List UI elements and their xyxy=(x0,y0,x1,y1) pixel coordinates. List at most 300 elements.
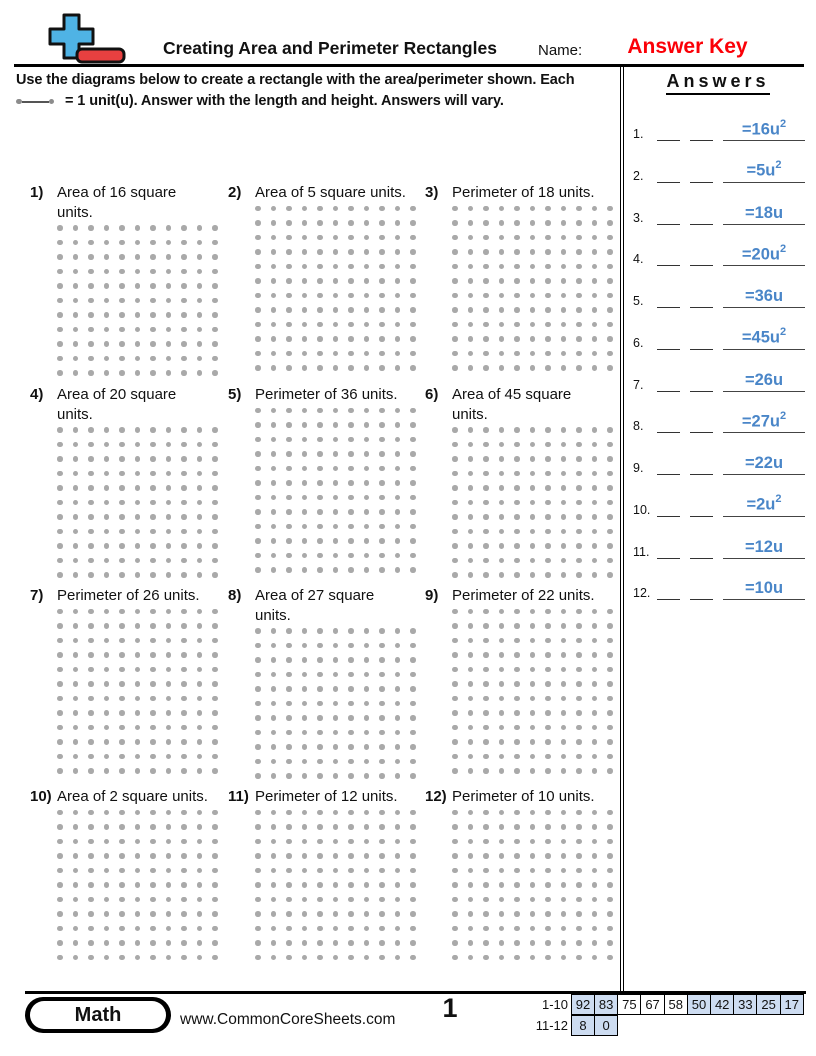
dot xyxy=(119,667,125,673)
problem-label: Area of 27 square units. xyxy=(255,587,375,624)
dot xyxy=(104,456,110,462)
dot xyxy=(348,759,354,765)
dot xyxy=(452,264,458,270)
answer-blank-height xyxy=(690,264,713,266)
dot xyxy=(364,730,370,736)
dot xyxy=(73,897,79,903)
dot xyxy=(364,839,370,845)
dot xyxy=(333,628,339,634)
dot xyxy=(104,341,110,347)
dot xyxy=(468,623,474,629)
dot xyxy=(607,667,613,673)
dot xyxy=(530,667,536,673)
dot xyxy=(348,657,354,663)
dot xyxy=(576,710,582,716)
dot xyxy=(255,422,261,428)
dot xyxy=(57,609,63,615)
dot xyxy=(483,926,489,932)
dot xyxy=(530,768,536,774)
dot xyxy=(483,249,489,255)
dot xyxy=(468,558,474,564)
dot xyxy=(286,567,292,573)
dot xyxy=(576,955,582,961)
dot xyxy=(166,427,172,433)
dot xyxy=(395,701,401,707)
dot xyxy=(333,926,339,932)
dot xyxy=(499,365,505,371)
dot xyxy=(499,739,505,745)
dot xyxy=(73,926,79,932)
dot xyxy=(150,500,156,506)
dot xyxy=(333,351,339,357)
dot xyxy=(57,356,63,362)
dot xyxy=(271,307,277,313)
dot xyxy=(286,744,292,750)
dot xyxy=(607,427,613,433)
dot xyxy=(592,206,598,212)
dot xyxy=(197,370,203,376)
dot xyxy=(545,351,551,357)
dot xyxy=(255,955,261,961)
dot xyxy=(150,839,156,845)
dot xyxy=(119,710,125,716)
dot xyxy=(73,638,79,644)
dot xyxy=(302,220,308,226)
dot xyxy=(286,657,292,663)
dot xyxy=(483,456,489,462)
dot xyxy=(57,696,63,702)
dot xyxy=(104,514,110,520)
dot xyxy=(255,643,261,649)
dot xyxy=(364,926,370,932)
dot xyxy=(561,365,567,371)
dot xyxy=(197,225,203,231)
dot xyxy=(348,730,354,736)
dot xyxy=(286,810,292,816)
name-label: Name: xyxy=(538,42,583,59)
dot xyxy=(286,206,292,212)
dot xyxy=(499,322,505,328)
dot xyxy=(181,696,187,702)
dot xyxy=(379,422,385,428)
dot xyxy=(379,672,385,678)
dot xyxy=(514,955,520,961)
dot xyxy=(545,500,551,506)
dot xyxy=(135,370,141,376)
dot xyxy=(395,567,401,573)
score-cell: 8 xyxy=(571,1015,596,1036)
dot xyxy=(592,955,598,961)
dot xyxy=(150,725,156,731)
dot xyxy=(379,882,385,888)
dot xyxy=(88,283,94,289)
dot xyxy=(545,652,551,658)
dot xyxy=(286,686,292,692)
dot xyxy=(379,538,385,544)
answer-blank-height xyxy=(690,557,713,559)
dot xyxy=(119,638,125,644)
dot xyxy=(514,638,520,644)
dot xyxy=(499,638,505,644)
dot xyxy=(483,955,489,961)
dot xyxy=(514,206,520,212)
dot xyxy=(317,853,323,859)
dot xyxy=(255,249,261,255)
dot xyxy=(119,609,125,615)
dot xyxy=(395,715,401,721)
dot xyxy=(271,278,277,284)
dot xyxy=(452,206,458,212)
dot xyxy=(499,558,505,564)
dot xyxy=(545,768,551,774)
dot xyxy=(483,739,489,745)
dot xyxy=(468,456,474,462)
answer-number: 11. xyxy=(633,544,650,559)
dot xyxy=(88,623,94,629)
dot xyxy=(255,466,261,472)
dot xyxy=(255,730,261,736)
dot xyxy=(197,754,203,760)
dot xyxy=(499,754,505,760)
dot xyxy=(166,370,172,376)
dot xyxy=(576,681,582,687)
dot xyxy=(73,298,79,304)
dot xyxy=(576,768,582,774)
dot xyxy=(545,278,551,284)
dot xyxy=(150,739,156,745)
dot xyxy=(166,341,172,347)
dot xyxy=(395,553,401,559)
dot xyxy=(592,853,598,859)
dot xyxy=(468,710,474,716)
dot xyxy=(119,853,125,859)
dot xyxy=(530,514,536,520)
dot xyxy=(545,249,551,255)
dot xyxy=(197,681,203,687)
dot xyxy=(499,696,505,702)
dot xyxy=(561,911,567,917)
dot xyxy=(483,652,489,658)
dot xyxy=(379,940,385,946)
dot xyxy=(271,824,277,830)
dot xyxy=(119,824,125,830)
dot xyxy=(181,839,187,845)
dot xyxy=(333,480,339,486)
dot xyxy=(181,955,187,961)
dot xyxy=(499,235,505,241)
dot xyxy=(561,667,567,673)
dot xyxy=(514,710,520,716)
dot xyxy=(271,926,277,932)
dot xyxy=(197,739,203,745)
dot xyxy=(286,730,292,736)
dot xyxy=(88,312,94,318)
dot xyxy=(514,652,520,658)
dot xyxy=(348,524,354,530)
dot xyxy=(468,955,474,961)
dot xyxy=(452,558,458,564)
problem-number: 10) xyxy=(30,788,52,805)
dot xyxy=(499,926,505,932)
dot xyxy=(561,839,567,845)
dot xyxy=(57,341,63,347)
dot xyxy=(271,686,277,692)
dot xyxy=(348,744,354,750)
dot xyxy=(607,485,613,491)
answers-panel xyxy=(628,64,808,624)
dot xyxy=(104,623,110,629)
dot xyxy=(364,868,370,874)
dot xyxy=(271,206,277,212)
dot xyxy=(57,312,63,318)
dot xyxy=(271,759,277,765)
dot xyxy=(150,327,156,333)
dot xyxy=(119,254,125,260)
answer-row xyxy=(633,312,805,350)
dot xyxy=(592,220,598,226)
dot xyxy=(348,810,354,816)
dot xyxy=(364,955,370,961)
dot xyxy=(135,442,141,448)
dot xyxy=(607,543,613,549)
dot xyxy=(181,652,187,658)
dot xyxy=(166,681,172,687)
dot xyxy=(255,657,261,663)
dot xyxy=(364,220,370,226)
dot xyxy=(333,307,339,313)
dot xyxy=(607,810,613,816)
dot xyxy=(255,882,261,888)
dot xyxy=(379,293,385,299)
dot xyxy=(607,609,613,615)
dot xyxy=(348,897,354,903)
dot xyxy=(197,897,203,903)
answer-value: $=45u^2$ xyxy=(741,326,787,347)
dot xyxy=(181,485,187,491)
score-row xyxy=(522,1015,804,1036)
dot xyxy=(302,628,308,634)
dot xyxy=(181,543,187,549)
answer-number: 5. xyxy=(633,294,644,308)
dot xyxy=(119,543,125,549)
dot xyxy=(607,500,613,506)
dot xyxy=(607,220,613,226)
dot xyxy=(379,336,385,342)
dot xyxy=(530,623,536,629)
dot xyxy=(150,427,156,433)
dot xyxy=(395,495,401,501)
dot xyxy=(197,312,203,318)
dot xyxy=(271,524,277,530)
dot xyxy=(286,365,292,371)
dot xyxy=(271,322,277,328)
dot xyxy=(333,451,339,457)
dot xyxy=(530,351,536,357)
dot xyxy=(530,897,536,903)
dot xyxy=(57,471,63,477)
dot xyxy=(530,926,536,932)
dot xyxy=(333,553,339,559)
dot xyxy=(592,754,598,760)
dot xyxy=(545,235,551,241)
dot xyxy=(302,853,308,859)
dot xyxy=(150,572,156,578)
dot xyxy=(395,206,401,212)
dot xyxy=(104,298,110,304)
dot xyxy=(57,558,63,564)
dot xyxy=(119,269,125,275)
dot xyxy=(302,451,308,457)
dot xyxy=(302,926,308,932)
dot xyxy=(150,853,156,859)
score-cell: 17 xyxy=(780,994,805,1015)
dot xyxy=(302,773,308,779)
dot xyxy=(592,264,598,270)
dot xyxy=(317,686,323,692)
dot xyxy=(561,710,567,716)
dot xyxy=(150,955,156,961)
dot xyxy=(452,471,458,477)
dot xyxy=(514,810,520,816)
dot xyxy=(592,336,598,342)
dot xyxy=(333,322,339,328)
dot xyxy=(468,839,474,845)
dot xyxy=(271,466,277,472)
answer-number: 4. xyxy=(633,252,644,267)
dot xyxy=(514,500,520,506)
answer-line xyxy=(723,102,805,141)
dot xyxy=(379,657,385,663)
problem-label: Area of 2 square units. xyxy=(57,788,208,805)
dot xyxy=(514,264,520,270)
dot xyxy=(73,868,79,874)
dot xyxy=(150,558,156,564)
dot xyxy=(561,427,567,433)
dot xyxy=(514,667,520,673)
dot xyxy=(135,768,141,774)
dot xyxy=(197,882,203,888)
dot xyxy=(302,206,308,212)
dot xyxy=(255,824,261,830)
dot xyxy=(348,628,354,634)
score-cell: 33 xyxy=(733,994,758,1015)
dot xyxy=(468,868,474,874)
dot xyxy=(545,667,551,673)
dot xyxy=(197,638,203,644)
dot xyxy=(395,538,401,544)
dot xyxy=(57,940,63,946)
dot xyxy=(364,451,370,457)
answer-blank-height xyxy=(690,515,713,517)
problem-number: 6) xyxy=(425,386,439,403)
dot xyxy=(181,240,187,246)
dot xyxy=(302,868,308,874)
dot xyxy=(514,926,520,932)
dot xyxy=(379,235,385,241)
dot xyxy=(271,567,277,573)
dot xyxy=(119,558,125,564)
dot xyxy=(379,773,385,779)
dot xyxy=(181,312,187,318)
dot xyxy=(530,427,536,433)
dot xyxy=(286,940,292,946)
dot xyxy=(286,926,292,932)
dot xyxy=(545,293,551,299)
dot xyxy=(302,759,308,765)
dot xyxy=(561,725,567,731)
dot xyxy=(395,422,401,428)
dot xyxy=(452,710,458,716)
dot xyxy=(561,220,567,226)
dot xyxy=(576,609,582,615)
dot xyxy=(104,839,110,845)
score-cell: 92 xyxy=(571,994,596,1015)
dot xyxy=(88,529,94,535)
dot xyxy=(197,254,203,260)
dot xyxy=(73,839,79,845)
dot xyxy=(317,643,323,649)
dot xyxy=(545,868,551,874)
dot xyxy=(104,810,110,816)
dot xyxy=(530,278,536,284)
dot xyxy=(607,322,613,328)
dot xyxy=(181,558,187,564)
dot xyxy=(514,609,520,615)
dot xyxy=(364,351,370,357)
dot xyxy=(379,643,385,649)
dot xyxy=(561,293,567,299)
dot xyxy=(468,278,474,284)
score-cell: 50 xyxy=(687,994,712,1015)
dot xyxy=(150,897,156,903)
dot xyxy=(104,471,110,477)
minus-glyph xyxy=(77,49,124,62)
dot xyxy=(88,824,94,830)
dot xyxy=(104,696,110,702)
problem xyxy=(14,183,212,385)
dot xyxy=(561,206,567,212)
dot xyxy=(302,911,308,917)
dot xyxy=(73,824,79,830)
answer-blank-length xyxy=(657,390,680,392)
dot xyxy=(530,322,536,328)
dot xyxy=(255,524,261,530)
dot xyxy=(576,911,582,917)
dot xyxy=(514,882,520,888)
dot xyxy=(73,882,79,888)
dot xyxy=(197,427,203,433)
dot xyxy=(197,652,203,658)
dot xyxy=(576,810,582,816)
dot xyxy=(592,911,598,917)
dot xyxy=(576,868,582,874)
dot xyxy=(286,911,292,917)
dot xyxy=(364,773,370,779)
answer-key-label: Answer Key xyxy=(627,35,748,58)
dot xyxy=(364,911,370,917)
answer-blank-height xyxy=(690,306,713,308)
dot xyxy=(364,206,370,212)
dot xyxy=(607,442,613,448)
dot xyxy=(104,739,110,745)
dot xyxy=(302,701,308,707)
dot xyxy=(530,652,536,658)
dot xyxy=(561,652,567,658)
dot xyxy=(317,672,323,678)
dot xyxy=(197,572,203,578)
dot xyxy=(592,667,598,673)
dot xyxy=(57,427,63,433)
